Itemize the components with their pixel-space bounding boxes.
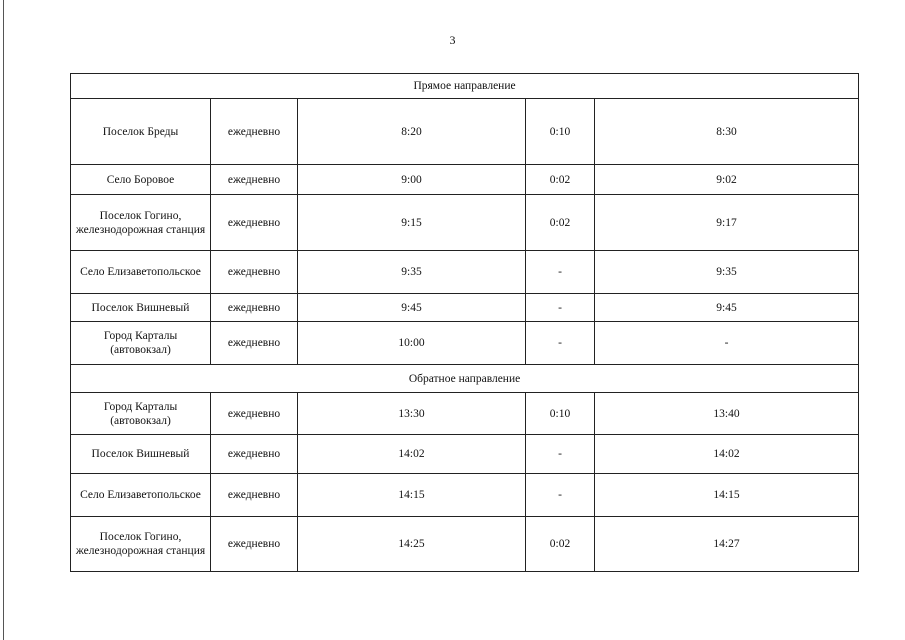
table-row: [71, 99, 859, 165]
section-title-direct: Прямое направление: [71, 74, 859, 99]
departure-time: -: [595, 322, 859, 365]
stay-time: -: [526, 251, 595, 294]
stop-name: Город Карталы (автовокзал): [71, 322, 211, 365]
stay-time: -: [526, 474, 595, 517]
stop-name: Село Боровое: [71, 165, 211, 195]
regularity: ежедневно: [211, 294, 298, 322]
stay-time: 0:02: [526, 165, 595, 195]
section-header-row: [71, 74, 859, 99]
section-title-reverse: Обратное направление: [71, 365, 859, 393]
table-row: [71, 251, 859, 294]
table-row: [71, 474, 859, 517]
stop-name: Село Елизаветопольское: [71, 474, 211, 517]
regularity: ежедневно: [211, 165, 298, 195]
departure-time: 9:02: [595, 165, 859, 195]
stop-name: Город Карталы (автовокзал): [71, 393, 211, 435]
stay-time: 0:02: [526, 195, 595, 251]
departure-time: 14:27: [595, 517, 859, 572]
arrival-time: 9:15: [298, 195, 526, 251]
arrival-time: 14:25: [298, 517, 526, 572]
departure-time: 9:45: [595, 294, 859, 322]
departure-time: 14:02: [595, 435, 859, 474]
stay-time: 0:02: [526, 517, 595, 572]
stop-name: Поселок Вишневый: [71, 294, 211, 322]
departure-time: 13:40: [595, 393, 859, 435]
stop-name: Поселок Бреды: [71, 99, 211, 165]
regularity: ежедневно: [211, 474, 298, 517]
stop-name: Село Елизаветопольское: [71, 251, 211, 294]
arrival-time: 14:15: [298, 474, 526, 517]
stay-time: 0:10: [526, 393, 595, 435]
regularity: ежедневно: [211, 99, 298, 165]
regularity: ежедневно: [211, 322, 298, 365]
table-row: [71, 517, 859, 572]
stop-name: Поселок Вишневый: [71, 435, 211, 474]
table-row: [71, 165, 859, 195]
table-row: [71, 195, 859, 251]
arrival-time: 9:45: [298, 294, 526, 322]
departure-time: 14:15: [595, 474, 859, 517]
arrival-time: 9:00: [298, 165, 526, 195]
stop-name: Поселок Гогино, железнодорожная станция: [71, 195, 211, 251]
page-left-edge: [3, 0, 4, 640]
schedule-table: [70, 73, 859, 572]
stay-time: 0:10: [526, 99, 595, 165]
arrival-time: 13:30: [298, 393, 526, 435]
page-number: 3: [449, 33, 456, 47]
departure-time: 9:35: [595, 251, 859, 294]
stay-time: -: [526, 294, 595, 322]
arrival-time: 8:20: [298, 99, 526, 165]
arrival-time: 10:00: [298, 322, 526, 365]
stay-time: -: [526, 322, 595, 365]
stop-name: Поселок Гогино, железнодорожная станция: [71, 517, 211, 572]
regularity: ежедневно: [211, 517, 298, 572]
stay-time: -: [526, 435, 595, 474]
arrival-time: 14:02: [298, 435, 526, 474]
table-row: [71, 435, 859, 474]
regularity: ежедневно: [211, 251, 298, 294]
section-header-row: [71, 365, 859, 393]
regularity: ежедневно: [211, 393, 298, 435]
departure-time: 8:30: [595, 99, 859, 165]
table-row: [71, 393, 859, 435]
regularity: ежедневно: [211, 435, 298, 474]
arrival-time: 9:35: [298, 251, 526, 294]
table-row: [71, 294, 859, 322]
departure-time: 9:17: [595, 195, 859, 251]
table-row: [71, 322, 859, 365]
regularity: ежедневно: [211, 195, 298, 251]
